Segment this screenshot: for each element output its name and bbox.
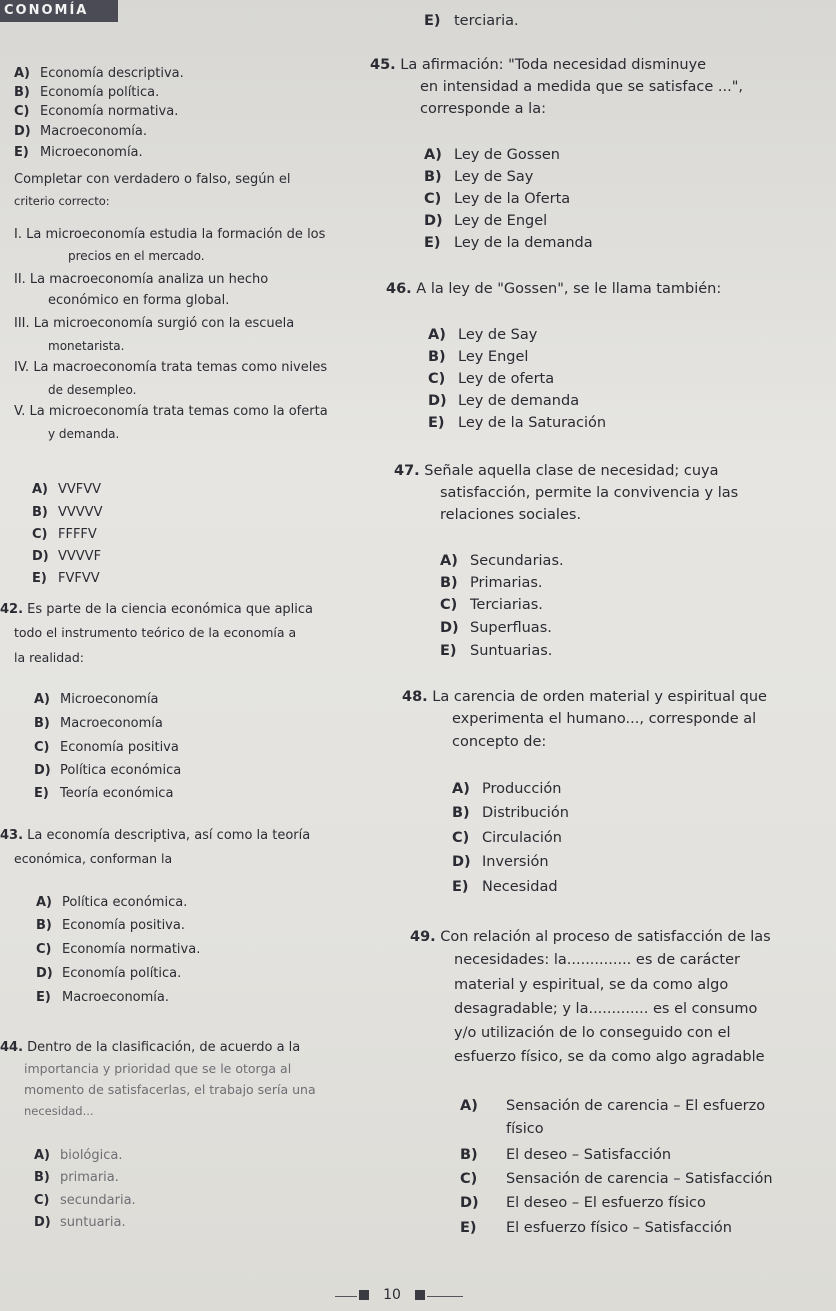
q49-stem-1: 49. Con relación al proceso de satisfacción de las — [410, 929, 771, 945]
q45-option-c: C) Ley de la Oferta — [424, 191, 571, 207]
q41-option-d: D) Macroeconomía. — [14, 124, 148, 139]
tf-option-e: E) FVFVV — [32, 571, 100, 586]
q49-option-a: A) Sensación de carencia – El esfuerzo — [460, 1098, 766, 1114]
q44-stem-1: 44. Dentro de la clasificación, de acuerdo a la — [0, 1040, 301, 1055]
q45-option-a: A) Ley de Gossen — [424, 147, 560, 163]
q48-option-d: D) Inversión — [452, 854, 549, 870]
q47-option-c: C) Terciarias. — [440, 597, 543, 613]
section-header: CONOMÍA — [0, 0, 118, 22]
q44-stem-4: necesidad... — [24, 1104, 94, 1118]
tf-item-4-cont: de desempleo. — [48, 383, 137, 397]
q41-option-c: C) Economía normativa. — [14, 104, 179, 119]
tf-option-a: A) VVFVV — [32, 482, 102, 497]
tf-item-4: IV. La macroeconomía trata temas como niveles — [14, 360, 328, 375]
q45-stem-3: corresponde a la: — [420, 101, 546, 117]
q49-stem-6: esfuerzo físico, se da como algo agradable — [454, 1049, 765, 1065]
q46-option-c: C) Ley de oferta — [428, 371, 555, 387]
page-number-rule-right — [427, 1296, 463, 1297]
q48-option-c: C) Circulación — [452, 830, 562, 846]
q48-option-a: A) Producción — [452, 781, 562, 797]
q45-option-b: B) Ley de Say — [424, 169, 534, 185]
q49-option-d: D) El deseo – El esfuerzo físico — [460, 1195, 706, 1211]
q42-option-b: B) Macroeconomía — [34, 716, 163, 731]
page-number-marker-right — [415, 1290, 425, 1300]
q47-stem-2: satisfacción, permite la convivencia y las — [440, 485, 739, 501]
q43-option-b: B) Economía positiva. — [36, 918, 185, 933]
q46-option-b: B) Ley Engel — [428, 349, 529, 365]
q49-stem-5: y/o utilización de lo conseguido con el — [454, 1025, 731, 1041]
q43-option-e: E) Macroeconomía. — [36, 990, 170, 1005]
q42-stem-3: la realidad: — [14, 650, 85, 665]
tf-item-1: I. La microeconomía estudia la formación de los — [14, 227, 326, 242]
tf-item-5: V. La microeconomía trata temas como la oferta — [14, 404, 328, 419]
q41-option-e: E) Microeconomía. — [14, 145, 143, 160]
tf-item-3: III. La microeconomía surgió con la escuela — [14, 316, 295, 331]
tf-intro-line-2: criterio correcto: — [14, 194, 110, 208]
q44-option-d: D) suntuaria. — [34, 1215, 126, 1230]
q44-option-c: C) secundaria. — [34, 1193, 136, 1208]
q49-option-a-cont: físico — [506, 1121, 544, 1137]
q43-option-d: D) Economía política. — [36, 966, 182, 981]
q42-option-a: A) Microeconomía — [34, 692, 159, 707]
q48-stem-2: experimenta el humano..., corresponde al — [452, 711, 757, 727]
q45-option-d: D) Ley de Engel — [424, 213, 548, 229]
tf-option-c: C) FFFFV — [32, 527, 97, 542]
tf-option-d: D) VVVVF — [32, 549, 102, 564]
q47-option-a: A) Secundarias. — [440, 553, 564, 569]
q48-option-e: E) Necesidad — [452, 879, 558, 895]
q46-option-d: D) Ley de demanda — [428, 393, 580, 409]
q47-stem-1: 47. Señale aquella clase de necesidad; cuya — [394, 463, 719, 479]
q48-option-b: B) Distribución — [452, 805, 569, 821]
q45-stem-2: en intensidad a medida que se satisface ...", — [420, 79, 744, 95]
q42-option-e: E) Teoría económica — [34, 786, 174, 801]
q44-option-b: B) primaria. — [34, 1170, 119, 1185]
q47-option-d: D) Superfluas. — [440, 620, 552, 636]
q45-option-e: E) Ley de la demanda — [424, 235, 593, 251]
q48-stem-3: concepto de: — [452, 734, 547, 750]
q44-stem-2: importancia y prioridad que se le otorga al — [24, 1061, 292, 1076]
q49-stem-3: material y espiritual, se da como algo — [454, 977, 729, 993]
q42-stem-1: 42. Es parte de la ciencia económica que aplica — [0, 602, 314, 617]
tf-item-2: II. La macroeconomía analiza un hecho — [14, 272, 269, 287]
tf-intro-line-1: Completar con verdadero o falso, según el — [14, 172, 291, 187]
tf-item-5-cont: y demanda. — [48, 427, 120, 441]
page-number-text: 10 — [383, 1287, 401, 1303]
q43-option-a: A) Política económica. — [36, 895, 188, 910]
q43-option-c: C) Economía normativa. — [36, 942, 201, 957]
tf-item-1-cont: precios en el mercado. — [68, 249, 205, 263]
prev-option-e: E) terciaria. — [424, 13, 519, 29]
q44-option-a: A) biológica. — [34, 1148, 123, 1163]
q48-stem-1: 48. La carencia de orden material y espiritual que — [402, 689, 767, 705]
q46-stem-1: 46. A la ley de "Gossen", se le llama también: — [386, 281, 722, 297]
q44-stem-3: momento de satisfacerlas, el trabajo sería una — [24, 1082, 316, 1097]
tf-item-2-cont: económico en forma global. — [48, 293, 230, 308]
tf-option-b: B) VVVVV — [32, 505, 103, 520]
q47-option-e: E) Suntuarias. — [440, 643, 553, 659]
q49-stem-2: necesidades: la.............. es de carácter — [454, 952, 740, 968]
q49-option-e: E) El esfuerzo físico – Satisfacción — [460, 1220, 732, 1236]
q42-option-d: D) Política económica — [34, 763, 182, 778]
page-number-marker-left — [359, 1290, 369, 1300]
q42-option-c: C) Economía positiva — [34, 740, 179, 755]
q47-option-b: B) Primarias. — [440, 575, 543, 591]
q47-stem-3: relaciones sociales. — [440, 507, 582, 523]
q45-stem-1: 45. La afirmación: "Toda necesidad disminuye — [370, 57, 707, 73]
q49-option-c: C) Sensación de carencia – Satisfacción — [460, 1171, 773, 1187]
q41-option-a: A) Economía descriptiva. — [14, 66, 184, 81]
q46-option-a: A) Ley de Say — [428, 327, 538, 343]
page-number — [335, 1286, 465, 1306]
q49-stem-4: desagradable; y la............. es el consumo — [454, 1001, 758, 1017]
q41-option-b: B) Economía política. — [14, 85, 160, 100]
tf-item-3-cont: monetarista. — [48, 339, 125, 353]
q46-option-e: E) Ley de la Saturación — [428, 415, 607, 431]
page-number-rule-left — [335, 1296, 357, 1297]
q49-option-b: B) El deseo – Satisfacción — [460, 1147, 672, 1163]
q42-stem-2: todo el instrumento teórico de la economía a — [14, 625, 297, 640]
q43-stem-1: 43. La economía descriptiva, así como la teoría — [0, 828, 311, 843]
q43-stem-2: económica, conforman la — [14, 851, 173, 866]
